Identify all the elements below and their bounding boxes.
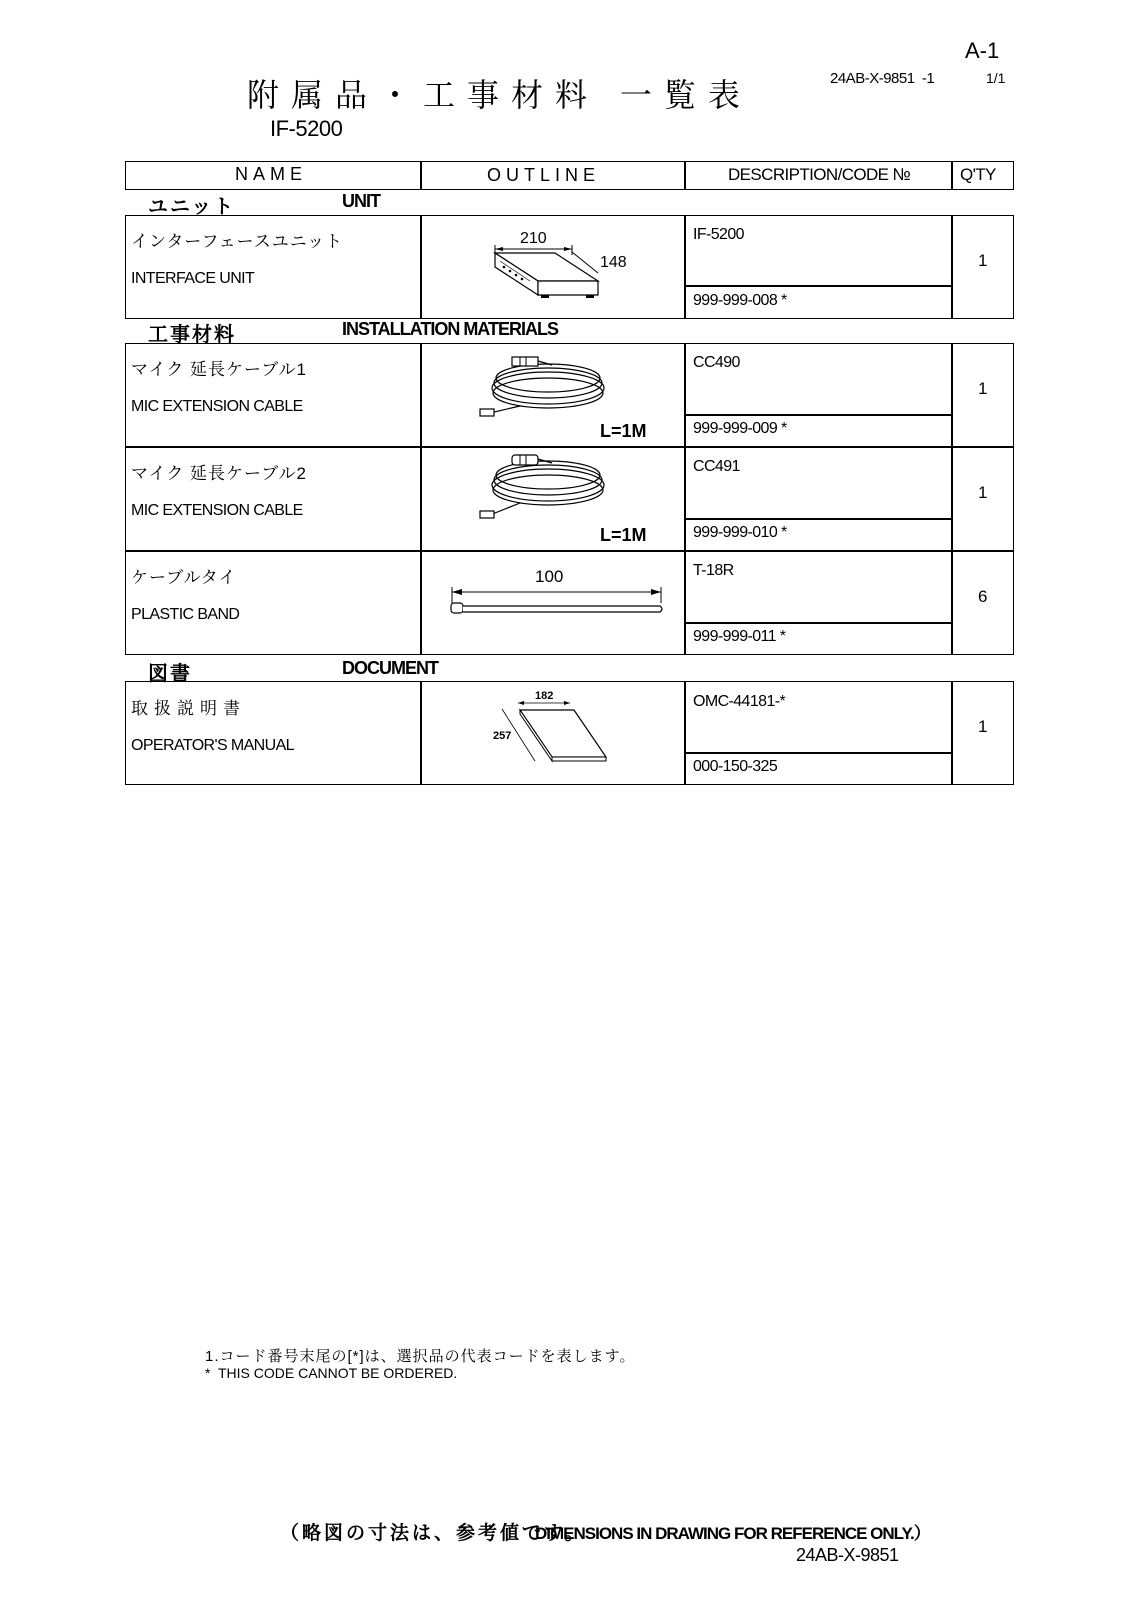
document-code: 24AB-X-9851 -1: [830, 70, 935, 87]
cable-drawing: [420, 343, 684, 447]
item-code: 999-999-008 *: [693, 292, 787, 309]
column-header-qty: Q'TY: [960, 165, 996, 184]
category-install-jp: 工事材料: [148, 324, 236, 346]
category-unit-en: UNIT: [342, 191, 380, 211]
sheet-number: 1/1: [986, 70, 1006, 86]
item-name-en: INTERFACE UNIT: [131, 270, 255, 287]
unit-dim-width: 210: [520, 230, 547, 247]
item-description: OMC-44181-*: [693, 693, 786, 710]
item-qty: 6: [978, 587, 988, 606]
column-header-description: DESCRIPTION/CODE №: [728, 165, 911, 184]
column-header-outline: OUTLINE: [487, 165, 601, 185]
item-code: 000-150-325: [693, 758, 778, 775]
category-document-jp: 図書: [148, 663, 192, 685]
item-qty: 1: [978, 483, 988, 502]
page-number: A-1: [965, 38, 1000, 63]
footer-note-jp: （略図の寸法は、参考値です。: [280, 1523, 587, 1544]
cable-drawing: [420, 447, 684, 551]
item-name-jp: インターフェースユニット: [131, 232, 344, 251]
item-code: 999-999-011 *: [693, 628, 786, 645]
item-name-en: MIC EXTENSION CABLE: [131, 502, 303, 519]
manual-dim-width: 182: [535, 690, 554, 702]
item-name-jp: 取扱説明書: [131, 699, 246, 718]
item-description: CC491: [693, 458, 740, 475]
page-title: 附属品・工事材料 一覧表: [247, 77, 752, 113]
item-code: 999-999-010 *: [693, 524, 787, 541]
note-code-explanation: 1.コード番号末尾の[*]は、選択品の代表コードを表します。: [205, 1348, 636, 1365]
item-name-en: PLASTIC BAND: [131, 606, 240, 623]
item-name-jp: マイク 延長ケーブル1: [131, 360, 307, 379]
item-description: IF-5200: [693, 226, 744, 243]
footer-note-en: DIMENSIONS IN DRAWING FOR REFERENCE ONLY.）: [535, 1524, 930, 1543]
cable-length: L=1M: [600, 421, 647, 441]
item-name-jp: ケーブルタイ: [131, 568, 237, 587]
manual-dim-height: 257: [493, 730, 512, 742]
model-number: IF-5200: [270, 116, 343, 141]
cable-length: L=1M: [600, 525, 647, 545]
item-qty: 1: [978, 251, 988, 270]
item-qty: 1: [978, 379, 988, 398]
category-document-en: DOCUMENT: [342, 658, 438, 678]
note-not-orderable: * THIS CODE CANNOT BE ORDERED.: [205, 1365, 458, 1381]
column-header-name: NAME: [235, 164, 308, 184]
item-code: 999-999-009 *: [693, 420, 787, 437]
plastic-band-drawing: [420, 551, 684, 655]
footer-document-code: 24AB-X-9851: [796, 1545, 899, 1565]
item-name-jp: マイク 延長ケーブル2: [131, 464, 307, 483]
item-name-en: OPERATOR'S MANUAL: [131, 737, 294, 754]
band-length: 100: [535, 567, 564, 586]
item-qty: 1: [978, 717, 988, 736]
item-name-en: MIC EXTENSION CABLE: [131, 398, 303, 415]
unit-dim-depth: 148: [600, 254, 627, 271]
category-install-en: INSTALLATION MATERIALS: [342, 319, 558, 339]
manual-drawing: [420, 681, 684, 785]
interface-unit-drawing: [420, 215, 684, 319]
item-description: T-18R: [693, 562, 734, 579]
item-description: CC490: [693, 354, 740, 371]
category-unit-jp: ユニット: [148, 196, 236, 218]
